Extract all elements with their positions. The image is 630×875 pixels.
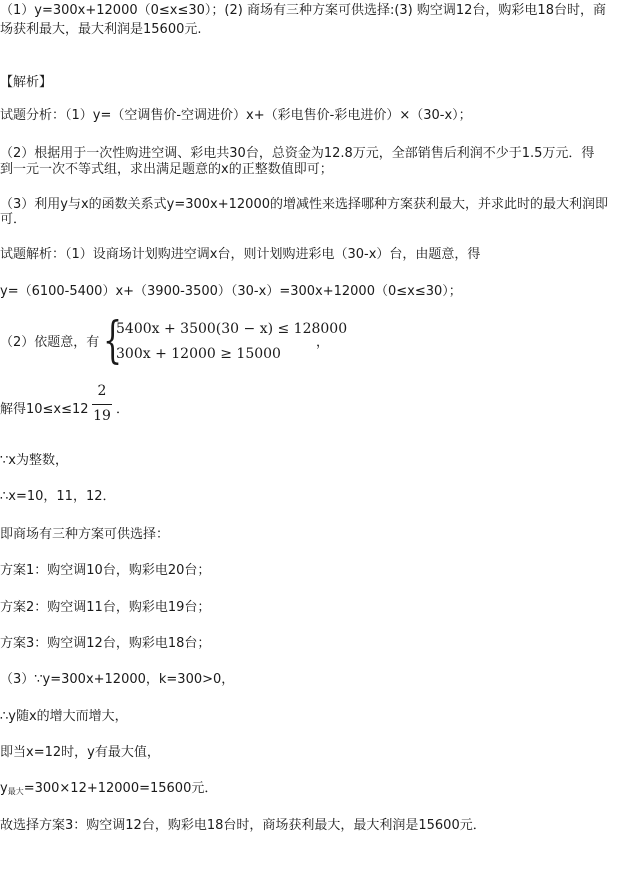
plan-2: 方案2：购空调11台，购彩电19台； (0, 600, 211, 615)
solution-max-value (0, 781, 217, 800)
system-equation-1: 5400x + 3500(30 − x) ≤ 128000 (116, 321, 348, 337)
system-equation-2: 300x + 12000 ≥ 15000 (116, 346, 281, 362)
solution-range-suffix: ． (116, 402, 130, 417)
analysis-part-3-line-1: （3）利用y与x的函数关系式y=300x+12000的增减性来选择哪种方案获利最大，并求此时的最大利润即 (0, 197, 608, 212)
solution-part-3-premise: （3）∵y=300x+12000，k=300>0， (0, 672, 235, 687)
analysis-part-3-line-2: 可． (0, 212, 27, 227)
solution-integer-note: ∵x为整数， (0, 453, 68, 468)
jiexi-header: 【解析】 (0, 75, 53, 90)
solution-x-values: ∴x=10，11，12． (0, 489, 116, 504)
plan-1: 方案1：购空调10台，购彩电20台； (0, 563, 211, 578)
fraction-numerator: 2 (97, 383, 107, 399)
solution-conclusion: 故选择方案3：购空调12台，购彩电18台时，商场获利最大，最大利润是15600元． (0, 818, 486, 833)
answer-line-2: 场获利最大，最大利润是15600元. (0, 22, 202, 37)
solution-plans-intro: 即商场有三种方案可供选择： (0, 527, 170, 542)
solution-range-prefix: 解得10≤x≤12 (0, 402, 89, 417)
max-value-expression: =300×12+12000=15600元． (23, 781, 218, 796)
fraction-denominator: 19 (93, 408, 111, 424)
analysis-part-2-line-1: （2）根据用于一次性购进空调、彩电共30台，总资金为12.8万元，全部销售后利润不少于1.5万元．得 (0, 146, 595, 161)
solution-function: y=（6100-5400）x+（3900-3500）（30-x）=300x+12000（0≤x≤30）； (0, 284, 462, 299)
solution-step-1: 试题解析：（1）设商场计划购进空调x台，则计划购进彩电（30-x）台，由题意，得 (0, 247, 481, 262)
y-symbol: y (0, 781, 8, 796)
solution-increasing: ∴y随x的增大而增大， (0, 709, 128, 724)
analysis-part-2-line-2: 到一元一次不等式组，求出满足题意的x的正整数值即可； (0, 162, 333, 177)
solution-max-at-12: 即当x=12时，y有最大值， (0, 745, 160, 760)
answer-line-1: （1）y=300x+12000（0≤x≤30）；(2) 商场有三种方案可供选择:(3) 购空调12台，购彩电18台时，商 (0, 3, 606, 18)
left-brace: { (103, 311, 123, 369)
system-suffix: ， (316, 335, 330, 350)
system-prefix: （2）依题意，有 (0, 335, 100, 350)
analysis-part-1: 试题分析：（1）y=（空调售价-空调进价）x+（彩电售价-彩电进价）×（30-x）； (0, 108, 472, 123)
y-max-subscript: 最大 (7, 787, 24, 796)
plan-3: 方案3：购空调12台，购彩电18台； (0, 636, 211, 651)
fraction-bar (92, 404, 112, 405)
